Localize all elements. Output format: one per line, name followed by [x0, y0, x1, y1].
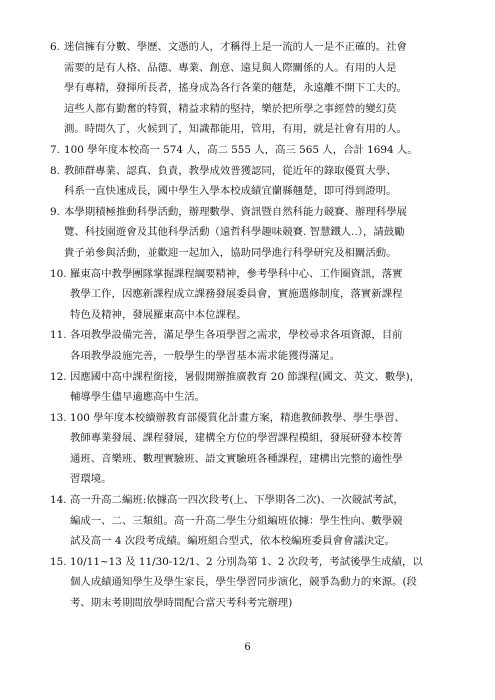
text-line: 輔導學生儘早適應高中生活。 [70, 391, 206, 404]
list-item [50, 408, 452, 490]
item-text [64, 140, 452, 161]
list-item [50, 202, 452, 264]
text-line: 迷信擁有分數、學歷、文憑的人，才稱得上是一流的人一是不正確的。社會 [64, 41, 407, 53]
list-item [50, 367, 452, 408]
text-line: 這些人都有勤奮的特質，精益求精的堅持，樂於把所學之事經營的變幻莫 [64, 102, 397, 115]
text-line: 編成一、二、三類組。高一升高二學生分組編班依據：學生性向、數學競 [70, 514, 403, 527]
text-line: 各項教學設施完善，一般學生的學習基本需求能獲得滿足。 [70, 349, 341, 362]
text-line: 教師專業發展、課程發展，建構全方位的學習課程模組，發展研發本校菁 [70, 432, 403, 445]
text-line: 個人成績通知學生及學生家長，學生學習同步演化，競爭為動力的來源。(段 [70, 576, 417, 589]
list-item [50, 37, 452, 140]
text-line: 科系一直快速成長，國中學生入學本校成績宜蘭縣翹楚，即可得到證明。 [64, 185, 397, 198]
item-text [70, 490, 452, 552]
item-number: 8. [50, 164, 60, 177]
item-text [64, 37, 452, 140]
page-number: 6 [244, 642, 251, 653]
item-number: 14. [50, 494, 67, 507]
text-line: 本學期積極推動科學活動，辦理數學、資訊暨自然科能力競賽、辦理科學展 [64, 205, 407, 218]
list-item [50, 264, 452, 326]
item-number: 15. [50, 555, 67, 568]
text-line: 教師群專業、認真、負責，教學成效普獲認同，從近年的錄取優質大學、 [64, 164, 397, 177]
text-line: 試及高一 4 次段考成績。編班組合型式，依本校編班委員會會議決定。 [70, 535, 395, 548]
item-text [64, 161, 452, 202]
list-item [50, 325, 452, 366]
text-line: 覽、科技園遊會及其他科學活動（遠哲科學趣味競賽. 智慧鐵人..），請鼓勵 [64, 226, 405, 239]
text-line: 100 學年度本校高一 574 人，高二 555 人，高三 565 人，合計 1694 人。 [64, 143, 418, 156]
text-line: 習環境。 [70, 473, 112, 486]
item-text [70, 552, 452, 614]
text-line: 各項教學設備完善，滿足學生各項學習之需求，學校尋求各項資源，目前 [70, 329, 403, 342]
list-item [50, 161, 452, 202]
text-line: 學有專精，發揮所長者，搖身成為各行各業的翹楚，永遠離不開下工夫的。 [64, 82, 407, 95]
text-line: 貴子弟參與活動，並歡迎一起加入，協助同學進行科學研究及相關活動。 [64, 246, 397, 259]
item-text [64, 202, 452, 264]
item-number: 6. [50, 41, 60, 53]
text-line: 100 學年度本校續辦教育部優質化計畫方案，精進教師教學、學生學習、 [70, 411, 405, 424]
item-number: 10. [50, 267, 67, 280]
list-item [50, 490, 452, 552]
text-line: 羅東高中教學團隊掌握課程綱要精神，參考學科中心、工作圈資訊，落實 [70, 267, 403, 280]
item-text [70, 325, 452, 366]
text-line: 特色及精神，發展羅東高中本位課程。 [70, 308, 247, 321]
item-text [70, 367, 452, 408]
text-line: 教學工作，因應新課程成立課務發展委員會，實施選修制度，落實新課程 [70, 288, 403, 301]
item-number: 13. [50, 411, 67, 424]
list-item [50, 140, 452, 161]
text-line: 需要的是有人格、品德、專業、創意、遠見與人際關係的人。有用的人是 [64, 61, 397, 74]
text-line: 10/11~13 及 11/30-12/1、2 分別為第 1、2 次段考，考試後學生成績，以 [70, 555, 423, 568]
item-number: 7. [50, 143, 60, 156]
item-text [70, 408, 452, 490]
item-number: 12. [50, 370, 67, 383]
text-line: 測。時間久了，火候到了，知識都能用，管用，有用，就是社會有用的人。 [64, 123, 407, 136]
text-line: 高一升高二編班:依據高一四次段考(上、下學期各二次)、一次競試考試， [70, 494, 404, 507]
item-number: 9. [50, 205, 60, 218]
text-line: 通班、音樂班、數理實驗班、語文實驗班各種課程，建構出完整的適性學 [70, 452, 403, 465]
list-item [50, 552, 452, 614]
item-number: 11. [50, 329, 67, 342]
numbered-list [50, 37, 452, 614]
text-line: 因應國中高中課程銜接，暑假開辦推廣教育 20 節課程(國文、英文、數學)， [70, 370, 421, 383]
text-line: 考、期末考期間放學時間配合當天考科考完辦理) [70, 597, 293, 610]
item-text [70, 264, 452, 326]
